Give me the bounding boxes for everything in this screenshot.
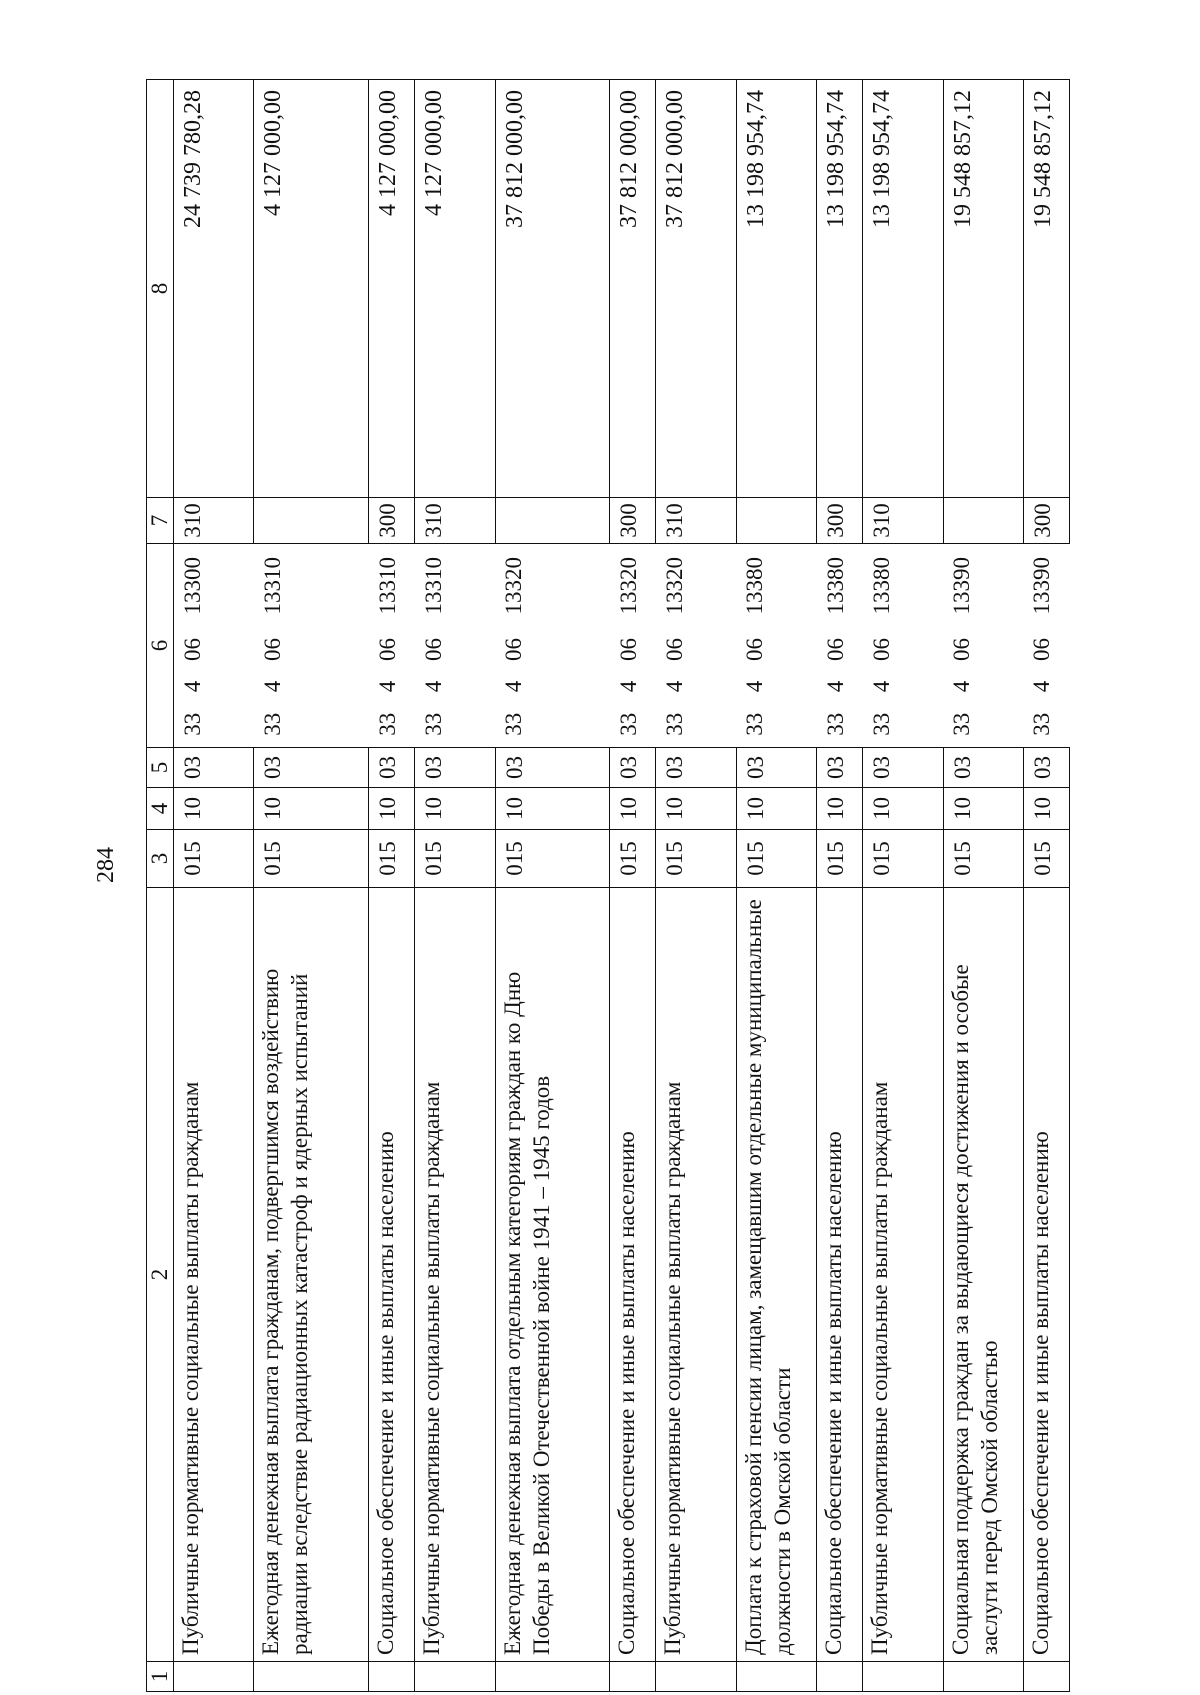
table-row <box>610 80 656 1692</box>
target-code-subprogram: 4 <box>615 680 641 693</box>
table-row <box>174 80 254 1692</box>
target-code-program: 33 <box>369 702 415 748</box>
section-code: 10 <box>817 788 863 830</box>
section-code: 10 <box>369 788 415 830</box>
rotated-page-content <box>146 80 1070 1692</box>
expense-type-code: 300 <box>369 498 415 544</box>
target-code-program: 33 <box>415 702 495 748</box>
subsection-code: 03 <box>495 748 610 788</box>
target-code-direction: 13310 <box>254 544 369 628</box>
target-code-direction: 13390 <box>943 544 1023 628</box>
target-code-activity: 06 <box>420 638 446 661</box>
subsection-code: 03 <box>415 748 495 788</box>
target-code-subprogram: 4 <box>661 680 687 693</box>
target-code-subprogram: 4 <box>868 680 894 693</box>
table-row <box>736 80 816 1692</box>
amount: 37 812 000,00 <box>610 80 656 498</box>
section-code: 10 <box>174 788 254 830</box>
row-name: Социальное обеспечение и иные выплаты населению <box>817 888 863 1662</box>
target-code-program: 33 <box>174 702 254 748</box>
ministry-code: 015 <box>254 830 369 888</box>
target-code-subprogram: 4 <box>742 680 768 693</box>
amount: 4 127 000,00 <box>254 80 369 498</box>
expense-type-code <box>254 498 369 544</box>
amount: 13 198 954,74 <box>817 80 863 498</box>
row-name: Социальное обеспечение и иные выплаты населению <box>1023 888 1069 1662</box>
amount: 13 198 954,74 <box>736 80 816 498</box>
target-code-program: 33 <box>817 702 863 748</box>
section-code: 10 <box>1023 788 1069 830</box>
target-code-activity: 06 <box>742 638 768 661</box>
target-code-direction: 13380 <box>736 544 816 628</box>
budget-table <box>146 79 1070 1692</box>
row-num-cell <box>415 1662 495 1692</box>
row-num-cell <box>736 1662 816 1692</box>
target-code-program: 33 <box>736 702 816 748</box>
row-name: Публичные нормативные социальные выплаты гражданам <box>656 888 736 1662</box>
section-code: 10 <box>495 788 610 830</box>
ministry-code: 015 <box>1023 830 1069 888</box>
col-header-4: 4 <box>147 788 174 830</box>
amount: 37 812 000,00 <box>495 80 610 498</box>
expense-type-code <box>736 498 816 544</box>
row-num-cell <box>1023 1662 1069 1692</box>
amount: 37 812 000,00 <box>656 80 736 498</box>
col-header-8: 8 <box>147 80 174 498</box>
target-code-activity: 06 <box>259 638 285 661</box>
target-code-program: 33 <box>943 702 1023 748</box>
expense-type-code: 310 <box>174 498 254 544</box>
col-header-3: 3 <box>147 830 174 888</box>
row-num-cell <box>610 1662 656 1692</box>
ministry-code: 015 <box>610 830 656 888</box>
table-row <box>817 80 863 1692</box>
section-code: 10 <box>610 788 656 830</box>
target-code-direction: 13310 <box>369 544 415 628</box>
amount: 4 127 000,00 <box>369 80 415 498</box>
row-name: Социальное обеспечение и иные выплаты населению <box>369 888 415 1662</box>
target-code-activity: 06 <box>501 638 527 661</box>
subsection-code: 03 <box>863 748 943 788</box>
expense-type-code <box>943 498 1023 544</box>
row-num-cell <box>943 1662 1023 1692</box>
ministry-code: 015 <box>656 830 736 888</box>
target-code-subprogram: 4 <box>822 680 848 693</box>
target-code-activity: 06 <box>180 638 205 661</box>
table-row <box>1023 80 1069 1692</box>
expense-type-code: 310 <box>656 498 736 544</box>
target-code-activity: 06 <box>374 638 400 661</box>
amount: 24 739 780,28 <box>174 80 254 498</box>
target-code-direction: 13380 <box>863 544 943 628</box>
target-code-program: 33 <box>863 702 943 748</box>
col-header-7: 7 <box>147 498 174 544</box>
row-name: Доплата к страховой пенсии лицам, замещавшим отдельные муниципальные должности в Омской области <box>736 888 816 1662</box>
target-code-subprogram: 4 <box>180 680 205 693</box>
col-header-2: 2 <box>147 888 174 1662</box>
subsection-code: 03 <box>610 748 656 788</box>
target-code-activity: 06 <box>615 638 641 661</box>
expense-type-code: 300 <box>610 498 656 544</box>
target-code-subprogram: 4 <box>501 680 527 693</box>
table-row <box>656 80 736 1692</box>
ministry-code: 015 <box>415 830 495 888</box>
subsection-code: 03 <box>174 748 254 788</box>
ministry-code: 015 <box>817 830 863 888</box>
row-num-cell <box>254 1662 369 1692</box>
row-name: Ежегодная денежная выплата отдельным категориям граждан ко Дню Победы в Великой Отечественной войне 1941 – 1945 годов <box>495 888 610 1662</box>
row-name: Публичные нормативные социальные выплаты гражданам <box>415 888 495 1662</box>
target-code-subprogram: 4 <box>420 680 446 693</box>
section-code: 10 <box>736 788 816 830</box>
table-row <box>254 80 369 1692</box>
subsection-code: 03 <box>736 748 816 788</box>
row-num-cell <box>863 1662 943 1692</box>
section-code: 10 <box>863 788 943 830</box>
target-code-program: 33 <box>656 702 736 748</box>
target-code-direction: 13320 <box>495 544 610 628</box>
ministry-code: 015 <box>736 830 816 888</box>
row-num-cell <box>174 1662 254 1692</box>
target-code-direction: 13310 <box>415 544 495 628</box>
section-code: 10 <box>943 788 1023 830</box>
target-code-subprogram: 4 <box>949 680 975 693</box>
subsection-code: 03 <box>817 748 863 788</box>
table-row <box>369 80 415 1692</box>
target-code-direction: 13380 <box>817 544 863 628</box>
amount: 19 548 857,12 <box>1023 80 1069 498</box>
target-code-direction: 13390 <box>1023 544 1069 628</box>
target-code-program: 33 <box>1023 702 1069 748</box>
subsection-code: 03 <box>254 748 369 788</box>
section-code: 10 <box>415 788 495 830</box>
row-num-cell <box>369 1662 415 1692</box>
ministry-code: 015 <box>863 830 943 888</box>
subsection-code: 03 <box>369 748 415 788</box>
row-name: Ежегодная денежная выплата гражданам, подвергшимся воздействию радиации вследствие радиационных катастроф и ядерных испытаний <box>254 888 369 1662</box>
target-code-program: 33 <box>254 702 369 748</box>
row-name: Социальная поддержка граждан за выдающиеся достижения и особые заслуги перед Омской областью <box>943 888 1023 1662</box>
row-num-cell <box>495 1662 610 1692</box>
target-code-subprogram: 4 <box>374 680 400 693</box>
row-name: Публичные нормативные социальные выплаты гражданам <box>863 888 943 1662</box>
target-code-program: 33 <box>610 702 656 748</box>
ministry-code: 015 <box>174 830 254 888</box>
col-header-6: 6 <box>147 544 174 748</box>
target-code-activity: 06 <box>949 638 975 661</box>
table-row <box>415 80 495 1692</box>
target-code-subprogram: 4 <box>1029 680 1055 693</box>
row-num-cell <box>817 1662 863 1692</box>
table-row <box>863 80 943 1692</box>
section-code: 10 <box>254 788 369 830</box>
ministry-code: 015 <box>495 830 610 888</box>
col-header-5: 5 <box>147 748 174 788</box>
target-code-direction: 13320 <box>610 544 656 628</box>
table-row <box>943 80 1023 1692</box>
expense-type-code: 310 <box>863 498 943 544</box>
ministry-code: 015 <box>369 830 415 888</box>
target-code-program: 33 <box>495 702 610 748</box>
amount: 13 198 954,74 <box>863 80 943 498</box>
amount: 19 548 857,12 <box>943 80 1023 498</box>
target-code-subprogram: 4 <box>259 680 285 693</box>
subsection-code: 03 <box>656 748 736 788</box>
target-code-activity: 06 <box>822 638 848 661</box>
page-number: 284 <box>93 847 119 883</box>
row-name: Социальное обеспечение и иные выплаты населению <box>610 888 656 1662</box>
expense-type-code: 310 <box>415 498 495 544</box>
target-code-direction: 13300 <box>174 544 254 628</box>
table-row <box>495 80 610 1692</box>
column-number-row <box>147 80 174 1692</box>
ministry-code: 015 <box>943 830 1023 888</box>
target-code-activity: 06 <box>661 638 687 661</box>
target-code-activity: 06 <box>1029 638 1055 661</box>
section-code: 10 <box>656 788 736 830</box>
col-header-1: 1 <box>147 1662 174 1692</box>
expense-type-code: 300 <box>1023 498 1069 544</box>
expense-type-code <box>495 498 610 544</box>
expense-type-code: 300 <box>817 498 863 544</box>
subsection-code: 03 <box>943 748 1023 788</box>
target-code-direction: 13320 <box>656 544 736 628</box>
amount: 4 127 000,00 <box>415 80 495 498</box>
subsection-code: 03 <box>1023 748 1069 788</box>
target-code-activity: 06 <box>868 638 894 661</box>
row-name: Публичные нормативные социальные выплаты гражданам <box>174 888 254 1662</box>
row-num-cell <box>656 1662 736 1692</box>
